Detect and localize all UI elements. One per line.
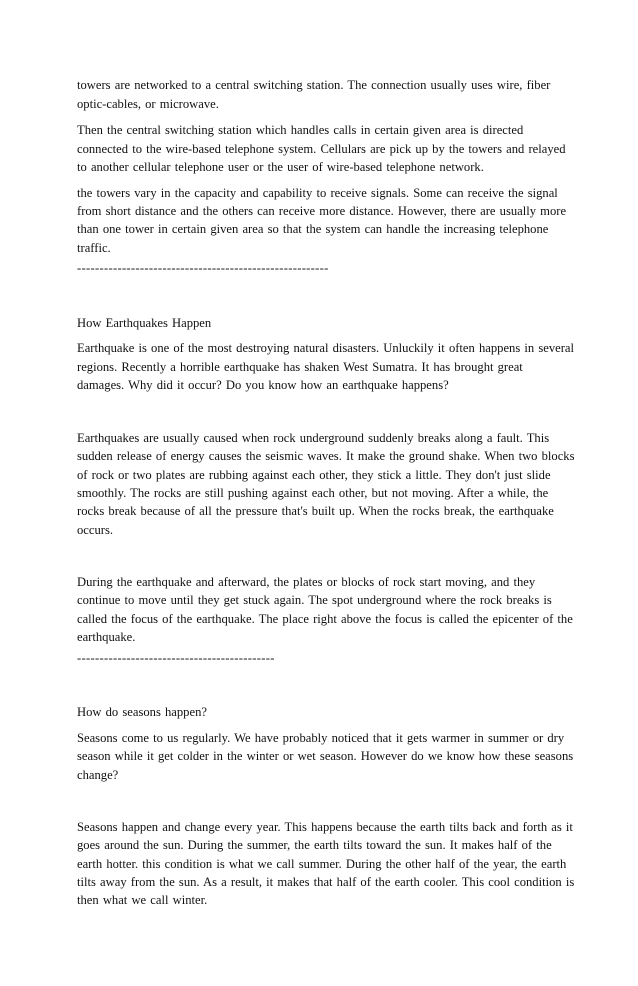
paragraph-line: of rock or two plates are rubbing against each other, they stick a little. They don't just slide	[77, 468, 551, 482]
paragraph-line: smoothly. The rocks are still pushing against each other, but not moving. After a while, the	[77, 486, 549, 500]
section-divider: --------------------------------------------------------	[77, 261, 329, 275]
paragraph-line: season while it get colder in the winter or wet season. However do we know how these seasons	[77, 749, 574, 763]
section-heading: How Earthquakes Happen	[77, 316, 212, 330]
paragraph-line: goes around the sun. During the summer, the earth tilts toward the sun. It makes half of the	[77, 838, 552, 852]
section-heading: How do seasons happen?	[77, 705, 207, 719]
paragraph-line: called the focus of the earthquake. The place right above the focus is called the epicenter of the	[77, 612, 573, 626]
paragraph-line: traffic.	[77, 241, 111, 255]
paragraph-line: tilts away from the sun. As a result, it makes that half of the earth cooler. This cool condition is	[77, 875, 575, 889]
paragraph-line: Seasons come to us regularly. We have probably noticed that it gets warmer in summer or dry	[77, 731, 565, 745]
paragraph-line: sudden release of energy causes the seismic waves. It make the ground shake. When two blocks	[77, 449, 575, 463]
paragraph-line: connected to the wire-based telephone system. Cellulars are pick up by the towers and relayed	[77, 142, 566, 156]
paragraph-line: occurs.	[77, 523, 114, 537]
paragraph-line: to another cellular telephone user or the user of wire-based telephone network.	[77, 160, 484, 174]
paragraph-line: continue to move until they get stuck again. The spot underground where the rock breaks is	[77, 593, 552, 607]
paragraph-line: Seasons happen and change every year. This happens because the earth tilts back and forth as it	[77, 820, 573, 834]
paragraph-line: change?	[77, 768, 119, 782]
paragraph-line: earthquake.	[77, 630, 136, 644]
paragraph-line: Earthquakes are usually caused when rock underground suddenly breaks along a fault. This	[77, 431, 550, 445]
section-divider: --------------------------------------------	[77, 651, 275, 665]
paragraph-line: Then the central switching station which handles calls in certain given area is directed	[77, 123, 524, 137]
paragraph-line: the towers vary in the capacity and capability to receive signals. Some can receive the signal	[77, 186, 558, 200]
paragraph-line: damages. Why did it occur? Do you know how an earthquake happens?	[77, 378, 449, 392]
paragraph-line: During the earthquake and afterward, the plates or blocks of rock start moving, and they	[77, 575, 536, 589]
paragraph-line: Earthquake is one of the most destroying natural disasters. Unluckily it often happens in several	[77, 341, 574, 355]
paragraph-line: then what we call winter.	[77, 893, 208, 907]
paragraph-line: from short distance and the others can receive more distance. However, there are usually more	[77, 204, 567, 218]
paragraph-line: than one tower in certain given area so that the system can handle the increasing telephone	[77, 222, 549, 236]
paragraph-line: earth hotter. this condition is what we call summer. During the other half of the year, the earth	[77, 857, 567, 871]
paragraph-line: regions. Recently a horrible earthquake has shaken West Sumatra. It has brought great	[77, 360, 523, 374]
paragraph-line: optic-cables, or microwave.	[77, 97, 219, 111]
paragraph-line: rocks break because of all the pressure that's built up. When the rocks break, the earthquake	[77, 504, 554, 518]
paragraph-line: towers are networked to a central switching station. The connection usually uses wire, fiber	[77, 78, 551, 92]
